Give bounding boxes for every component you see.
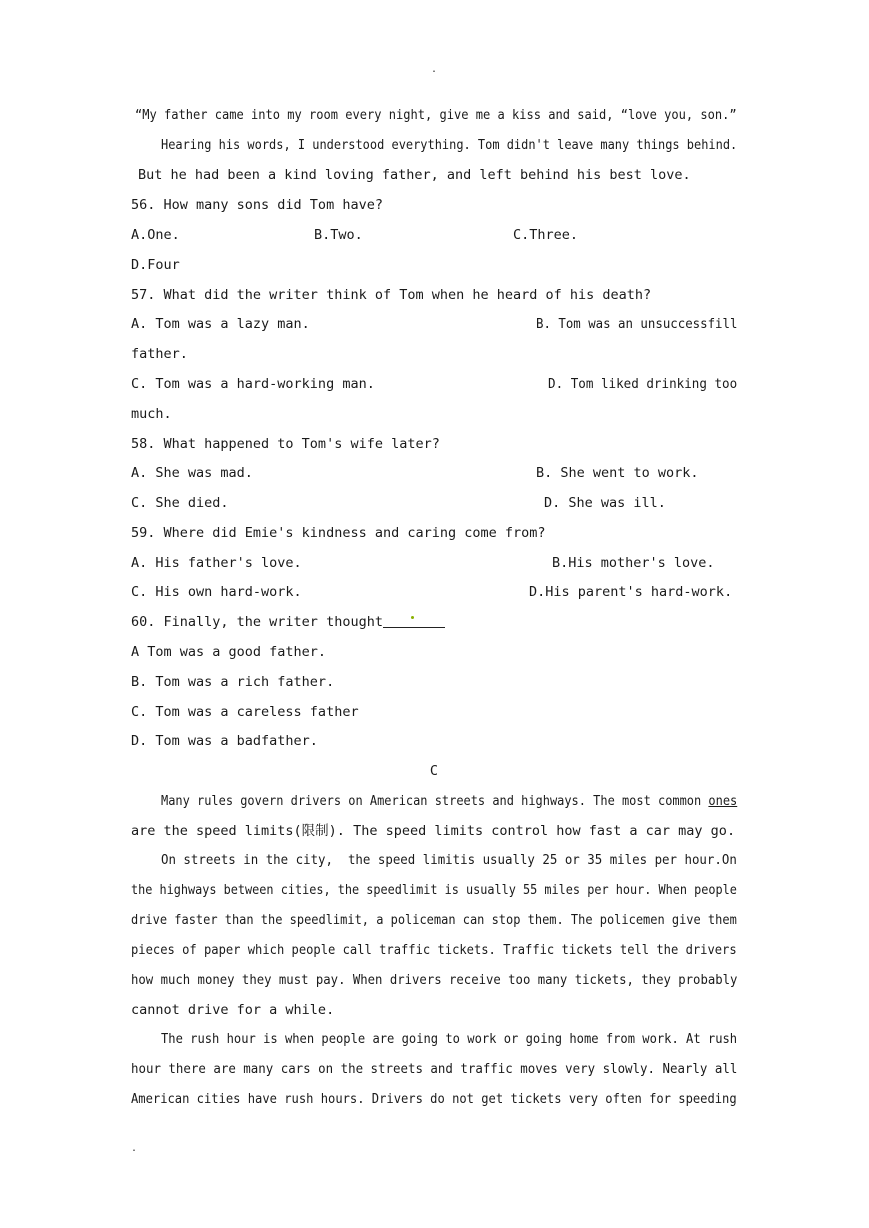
question-57-option-c: C. Tom was a hard-working man.	[131, 376, 375, 392]
passage-c-p2-line-4: pieces of paper which people call traffic tickets. Traffic tickets tell the drivers	[131, 942, 737, 958]
passage-text: Many rules govern drivers on American streets and highways. The most common	[161, 793, 709, 809]
passage-c-p2-line-2: the highways between cities, the speedlimit is usually 55 miles per hour. When people	[131, 882, 737, 898]
passage-c-p2-line-6: cannot drive for a while.	[131, 1002, 335, 1018]
question-57-stem: 57. What did the writer think of Tom when he heard of his death?	[131, 287, 652, 303]
question-59-option-d: D.His parent's hard-work.	[529, 584, 733, 600]
question-57-option-b-continued: father.	[131, 346, 188, 362]
passage-c-p2-line-1: On streets in the city, the speed limitis usually 25 or 35 miles per hour.On	[161, 852, 737, 868]
question-56-stem: 56. How many sons did Tom have?	[131, 197, 383, 213]
question-59-option-c: C. His own hard-work.	[131, 584, 302, 600]
question-57-option-a: A. Tom was a lazy man.	[131, 316, 310, 332]
question-60-option-c: C. Tom was a careless father	[131, 704, 359, 720]
question-58-option-a: A. She was mad.	[131, 465, 253, 481]
question-60-stem-line	[131, 613, 445, 631]
question-58-option-c: C. She died.	[131, 495, 229, 511]
question-57-option-b: B. Tom was an unsuccessfill	[536, 316, 738, 332]
question-56-option-a: A.One.	[131, 227, 180, 243]
passage-c-p3-line-2: hour there are many cars on the streets and traffic moves very slowly. Nearly all	[131, 1061, 738, 1077]
header-dot: .	[431, 64, 438, 75]
question-57-option-d: D. Tom liked drinking too	[548, 376, 738, 392]
question-56-option-b: B.Two.	[314, 227, 363, 243]
passage-c-p2-line-3: drive faster than the speedlimit, a policeman can stop them. The policemen give them	[131, 912, 737, 928]
question-59-option-a: A. His father's love.	[131, 555, 302, 571]
question-56-option-d: D.Four	[131, 257, 180, 273]
question-57-option-d-continued: much.	[131, 406, 172, 422]
footer-dot: .	[131, 1143, 138, 1154]
passage-c-p3-line-3: American cities have rush hours. Drivers do not get tickets very often for speeding	[131, 1091, 737, 1107]
story-line-1: “My father came into my room every night, give me a kiss and said, “love you, son.”	[135, 107, 737, 123]
underlined-word: ones	[708, 793, 738, 809]
answer-blank	[383, 614, 445, 628]
story-line-2: Hearing his words, I understood everything. Tom didn't leave many things behind.	[161, 137, 738, 153]
question-58-stem: 58. What happened to Tom's wife later?	[131, 436, 440, 452]
question-56-option-c: C.Three.	[513, 227, 579, 243]
section-heading: C	[429, 763, 439, 779]
question-60-option-a: A Tom was a good father.	[131, 644, 327, 660]
question-59-option-b: B.His mother's love.	[552, 555, 715, 571]
question-58-option-b: B. She went to work.	[536, 465, 699, 481]
passage-c-p2-line-5: how much money they must pay. When drivers receive too many tickets, they probably	[131, 972, 738, 988]
passage-c-p3-line-1: The rush hour is when people are going to work or going home from work. At rush	[161, 1031, 738, 1047]
passage-c-p1-line-2: are the speed limits(限制). The speed limits control how fast a car may go.	[131, 823, 736, 839]
question-60-stem: 60. Finally, the writer thought	[131, 614, 383, 630]
story-line-3: But he had been a kind loving father, and left behind his best love.	[138, 167, 691, 183]
question-60-option-d: D. Tom was a badfather.	[131, 733, 318, 749]
question-58-option-d: D. She was ill.	[544, 495, 666, 511]
question-60-option-b: B. Tom was a rich father.	[131, 674, 335, 690]
passage-c-p1-line-1	[161, 792, 737, 810]
question-59-stem: 59. Where did Emie's kindness and caring come from?	[131, 525, 546, 541]
